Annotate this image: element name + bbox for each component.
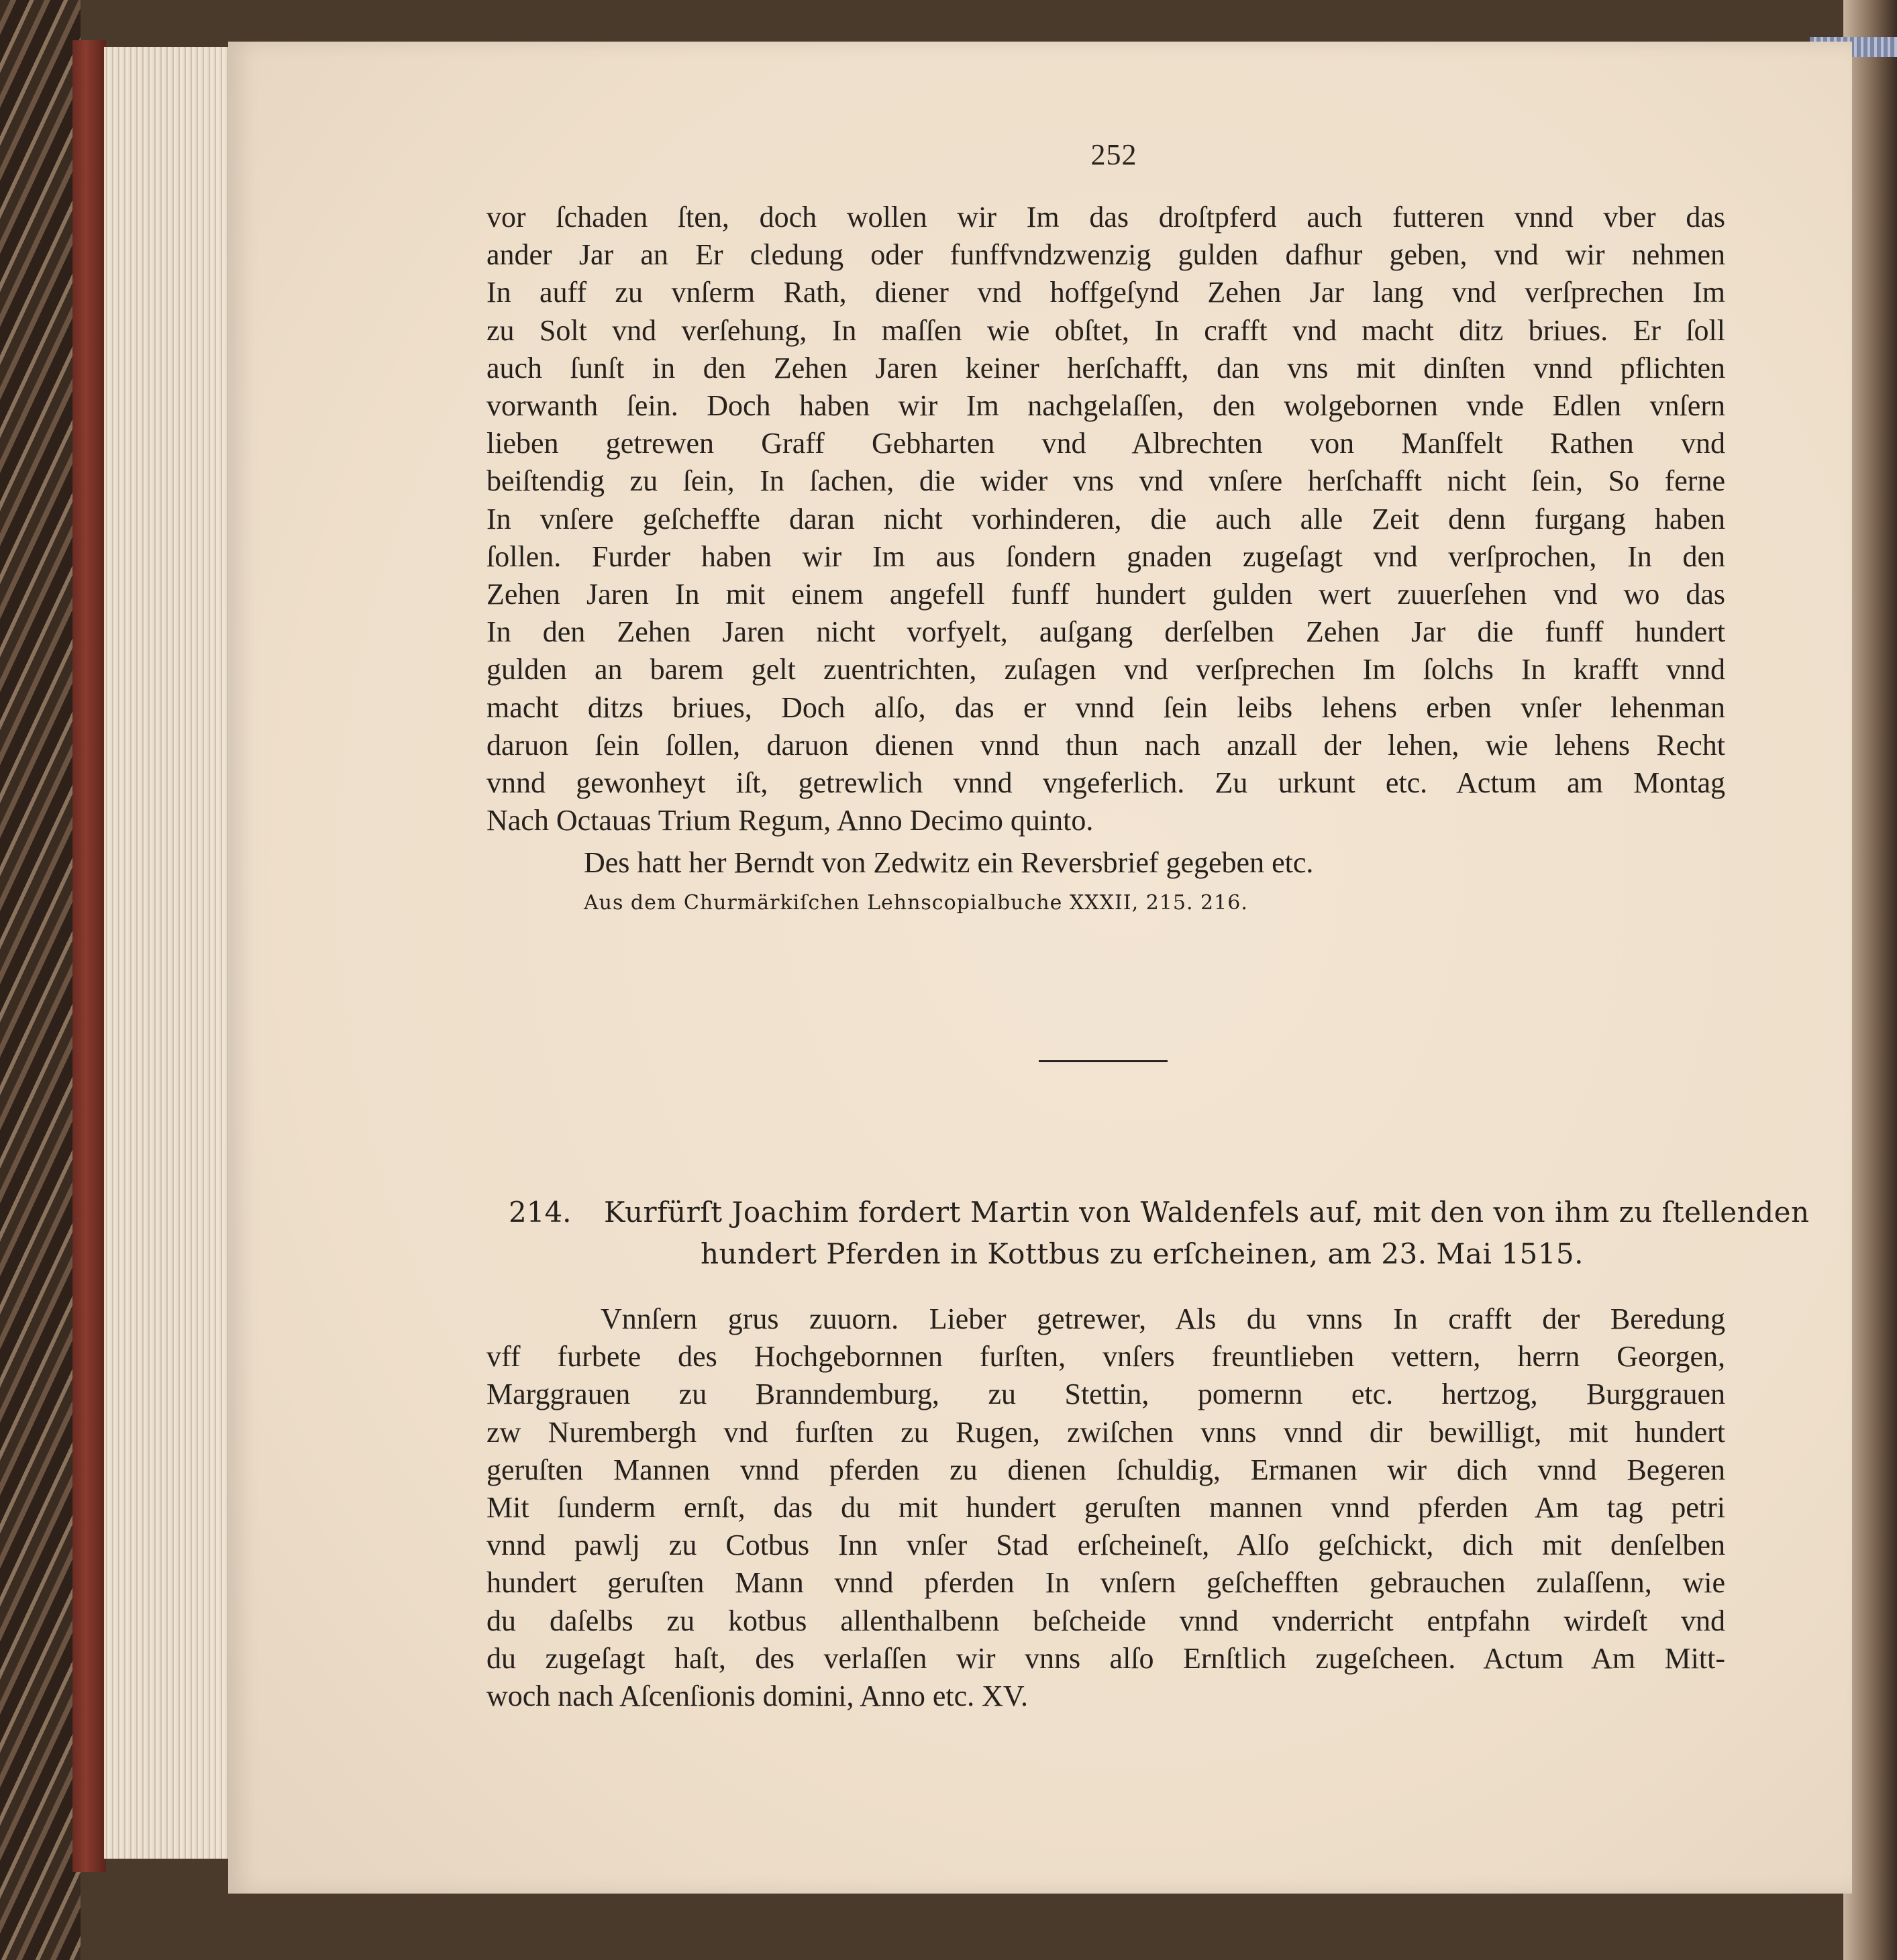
paragraph-1 <box>486 199 1725 839</box>
text-line: daruon ſein ſollen, daruon dienen vnnd thun nach anzall der lehen, wie lehens Recht <box>486 728 1725 762</box>
page-number: 252 <box>1090 138 1137 171</box>
text-line: beiſtendig zu ſein, In ſachen, die wider vns vnd vnſere herſchafft nicht ſein, So ferne <box>486 464 1725 498</box>
text-line: woch nach Aſcenſionis domini, Anno etc. XV. <box>486 1680 1028 1713</box>
text-line: geruſten Mannen vnnd pferden zu dienen ſchuldig, Ermanen wir dich vnnd Begeren <box>486 1453 1725 1486</box>
text-line: ander Jar an Er cledung oder funffvndzwenzig gulden dafhur geben, vnd wir nehmen <box>486 238 1725 272</box>
text-line: du daſelbs zu kotbus allenthalbenn beſcheide vnnd vnderricht entpfahn wirdeſt vnd <box>486 1604 1725 1637</box>
text-line: Nach Octauas Trium Regum, Anno Decimo quinto. <box>486 804 1094 837</box>
text-line: vnnd pawlj zu Cotbus Inn vnſer Stad erſcheineſt, Alſo geſchickt, dich mit denſelben <box>486 1529 1725 1562</box>
section-divider <box>1039 1060 1168 1062</box>
entry-title-line: Kurfürſt Joachim fordert Martin von Waldenfels auf, mit den von ihm zu ſtellenden <box>604 1196 1810 1229</box>
text-line: zu Solt vnd verſehung, In maſſen wie obſtet, In crafft vnd macht ditz briues. Er ſoll <box>486 313 1725 347</box>
source-note: Aus dem Churmärkiſchen Lehnscopialbuche XXXII, 215. 216. <box>584 891 1248 915</box>
text-line: In auff zu vnſerm Rath, diener vnd hoffgeſynd Zehen Jar lang vnd verſprechen Im <box>486 276 1725 309</box>
text-line: du zugeſagt haſt, des verlaſſen wir vnns alſo Ernſtlich zugeſcheen. Actum Am Mitt- <box>486 1641 1725 1675</box>
text-line: Vnnſern grus zuuorn. Lieber getrewer, Als du vnns In crafft der Beredung <box>601 1302 1725 1335</box>
book-spine-edge <box>72 40 106 1872</box>
text-line: Mit ſunderm ernſt, das du mit hundert geruſten mannen vnnd pferden Am tag petri <box>486 1491 1725 1525</box>
paragraph-2 <box>486 1300 1725 1715</box>
text-line: macht ditzs briues, Doch alſo, das er vnnd ſein leibs lehens erben vnſer lehenman <box>486 690 1725 724</box>
text-line: gulden an barem gelt zuentrichten, zuſagen vnd verſprechen Im ſolchs In krafft vnnd <box>486 653 1725 686</box>
page-edges <box>104 47 232 1859</box>
entry-title-line: hundert Pferden in Kottbus zu erſcheinen, am 23. Mai 1515. <box>701 1237 1584 1270</box>
text-line: vorwanth ſein. Doch haben wir Im nachgelaſſen, den wolgebornen vnde Edlen vnſern <box>486 389 1725 423</box>
book-cover-marbled <box>0 0 81 1960</box>
text-line: zw Nurembergh vnd furſten zu Rugen, zwiſchen vnns vnnd dir bewilligt, mit hundert <box>486 1415 1725 1449</box>
text-line: vor ſchaden ſten, doch wollen wir Im das droſtpferd auch futteren vnnd vber das <box>486 201 1725 234</box>
text-line: lieben getrewen Graff Gebharten vnd Albrechten von Manſfelt Rathen vnd <box>486 427 1725 460</box>
text-line: auch ſunſt in den Zehen Jaren keiner herſchafft, dan vns mit dinſten vnnd pflichten <box>486 351 1725 384</box>
text-line: Marggrauen zu Branndemburg, zu Stettin, pomernn etc. hertzog, Burggrauen <box>486 1378 1725 1411</box>
closing-line: Des hatt her Berndt von Zedwitz ein Reversbrief gegeben etc. <box>584 846 1314 879</box>
text-line: vff furbete des Hochgebornnen furſten, vnſers freuntlieben vettern, herrn Georgen, <box>486 1340 1725 1374</box>
text-line: hundert geruſten Mann vnnd pferden In vnſern geſchefften gebrauchen zulaſſenn, wie <box>486 1566 1725 1600</box>
text-line: ſollen. Furder haben wir Im aus ſondern gnaden zugeſagt vnd verſprochen, In den <box>486 539 1725 573</box>
text-line: In den Zehen Jaren nicht vorfyelt, auſgang derſelben Zehen Jar die funff hundert <box>486 615 1725 649</box>
entry-number: 214. <box>509 1196 572 1229</box>
text-line: In vnſere geſcheffte daran nicht vorhinderen, die auch alle Zeit denn furgang haben <box>486 502 1725 535</box>
text-line: vnnd gewonheyt iſt, getrewlich vnnd vngeferlich. Zu urkunt etc. Actum am Montag <box>486 766 1725 800</box>
text-line: Zehen Jaren In mit einem angefell funff hundert gulden wert zuuerſehen vnd wo das <box>486 578 1725 611</box>
